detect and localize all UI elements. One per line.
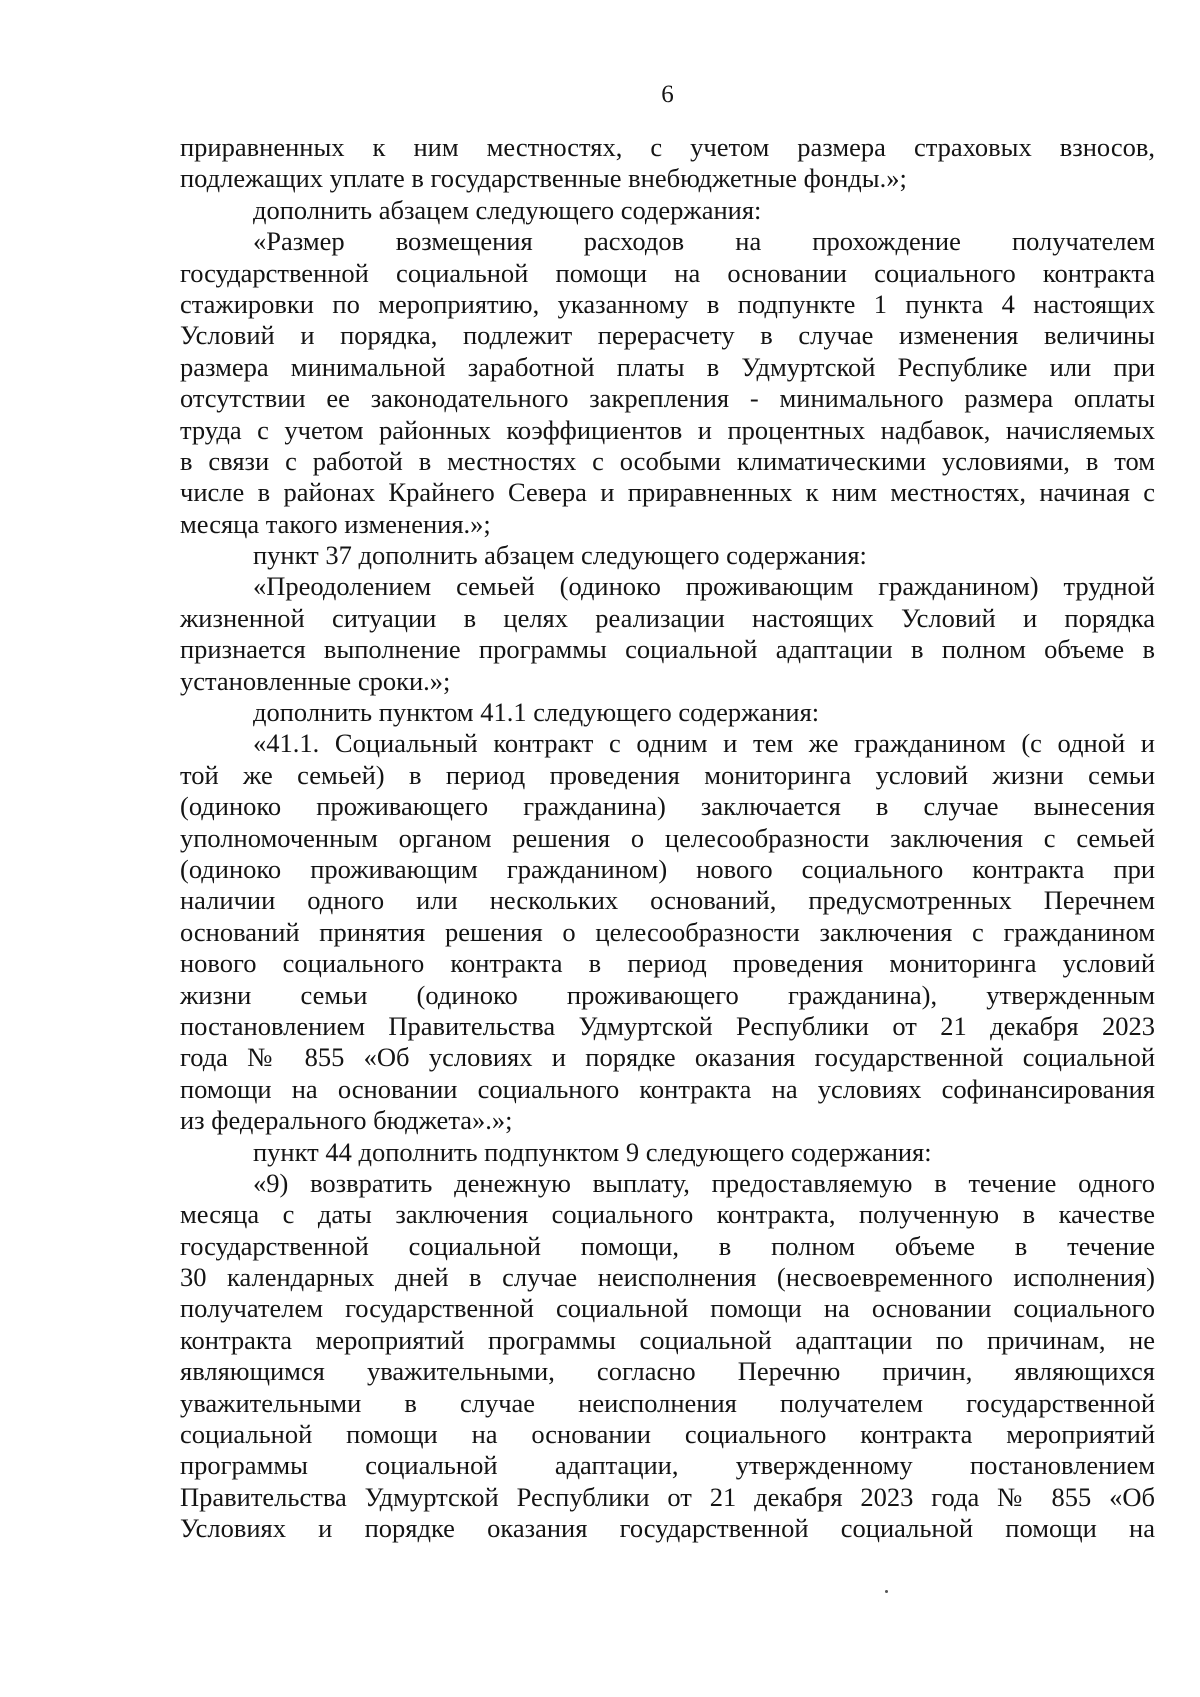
text-line: месяца такого изменения.»;: [180, 508, 491, 539]
text-line: из федерального бюджета».»;: [180, 1105, 513, 1136]
text-line: «Преодолением семьей (одиноко проживающим гражданином) трудной: [253, 571, 1155, 602]
text-line: числе в районах Крайнего Севера и приравненных к ним местностях, начиная с: [180, 477, 1155, 508]
text-line: получателем государственной социальной помощи на основании социального: [180, 1293, 1155, 1324]
text-line: подлежащих уплате в государственные внебюджетные фонды.»;: [180, 163, 907, 194]
text-line: социальной помощи на основании социального контракта мероприятий: [180, 1419, 1155, 1450]
page-number: 6: [661, 81, 674, 108]
text-line: приравненных к ним местностях, с учетом размера страховых взносов,: [180, 132, 1155, 162]
text-line: дополнить абзацем следующего содержания:: [253, 194, 762, 225]
text-line: признается выполнение программы социальной адаптации в полном объеме в: [180, 634, 1155, 665]
text-line: (одиноко проживающего гражданина) заключается в случае вынесения: [180, 791, 1155, 822]
text-line: помощи на основании социального контракта на условиях софинансирования: [180, 1073, 1155, 1104]
text-line: «41.1. Социальный контракт с одним и тем же гражданином (с одной и: [253, 728, 1155, 759]
text-line: являющимся уважительными, согласно Перечню причин, являющихся: [180, 1356, 1155, 1387]
scan-speck: [885, 1590, 888, 1593]
text-line: пункт 37 дополнить абзацем следующего содержания:: [253, 540, 867, 571]
text-line: государственной социальной помощи на основании социального контракта: [180, 257, 1155, 288]
text-line: уполномоченным органом решения о целесообразности заключения с семьей: [180, 822, 1155, 853]
text-line: Правительства Удмуртской Республики от 21 декабря 2023 года № 855 «Об: [180, 1481, 1155, 1512]
text-line: месяца с даты заключения социального контракта, полученную в качестве: [180, 1199, 1155, 1230]
text-line: оснований принятия решения о целесообразности заключения с гражданином: [180, 916, 1155, 947]
text-line: 30 календарных дней в случае неисполнения (несвоевременного исполнения): [180, 1262, 1155, 1293]
text-line: пункт 44 дополнить подпунктом 9 следующего содержания:: [253, 1136, 932, 1167]
text-line: размера минимальной заработной платы в Удмуртской Республике или при: [180, 351, 1155, 382]
text-line: в связи с работой в местностях с особыми климатическими условиями, в том: [180, 445, 1155, 476]
text-line: Условиях и порядке оказания государственной социальной помощи на: [180, 1513, 1155, 1544]
text-line: постановлением Правительства Удмуртской Республики от 21 декабря 2023: [180, 1010, 1155, 1041]
text-line: отсутствии ее законодательного закрепления - минимального размера оплаты: [180, 383, 1155, 414]
text-line: нового социального контракта в период проведения мониторинга условий: [180, 948, 1155, 979]
text-line: жизни семьи (одиноко проживающего гражданина), утвержденным: [180, 979, 1155, 1010]
text-line: «Размер возмещения расходов на прохождение получателем: [253, 226, 1155, 257]
text-line: уважительными в случае неисполнения получателем государственной: [180, 1387, 1155, 1418]
text-line: жизненной ситуации в целях реализации настоящих Условий и порядка: [180, 602, 1155, 633]
text-line: труда с учетом районных коэффициентов и процентных надбавок, начисляемых: [180, 414, 1155, 445]
text-line: Условий и порядка, подлежит перерасчету в случае изменения величины: [180, 320, 1155, 351]
text-line: установленные сроки.»;: [180, 665, 451, 696]
text-line: (одиноко проживающим гражданином) нового социального контракта при: [180, 853, 1155, 884]
text-line: года № 855 «Об условиях и порядке оказания государственной социальной: [180, 1042, 1155, 1073]
text-line: дополнить пунктом 41.1 следующего содержания:: [253, 697, 820, 728]
text-line: той же семьей) в период проведения мониторинга условий жизни семьи: [180, 759, 1155, 790]
text-line: наличии одного или нескольких оснований, предусмотренных Перечнем: [180, 885, 1155, 916]
text-line: стажировки по мероприятию, указанному в подпункте 1 пункта 4 настоящих: [180, 288, 1155, 319]
text-line: государственной социальной помощи, в полном объеме в течение: [180, 1230, 1155, 1261]
document-body: [180, 132, 1155, 1545]
text-line: контракта мероприятий программы социальной адаптации по причинам, не: [180, 1324, 1155, 1355]
text-line: «9) возвратить денежную выплату, предоставляемую в течение одного: [253, 1167, 1155, 1198]
text-line: программы социальной адаптации, утвержденному постановлением: [180, 1450, 1155, 1481]
